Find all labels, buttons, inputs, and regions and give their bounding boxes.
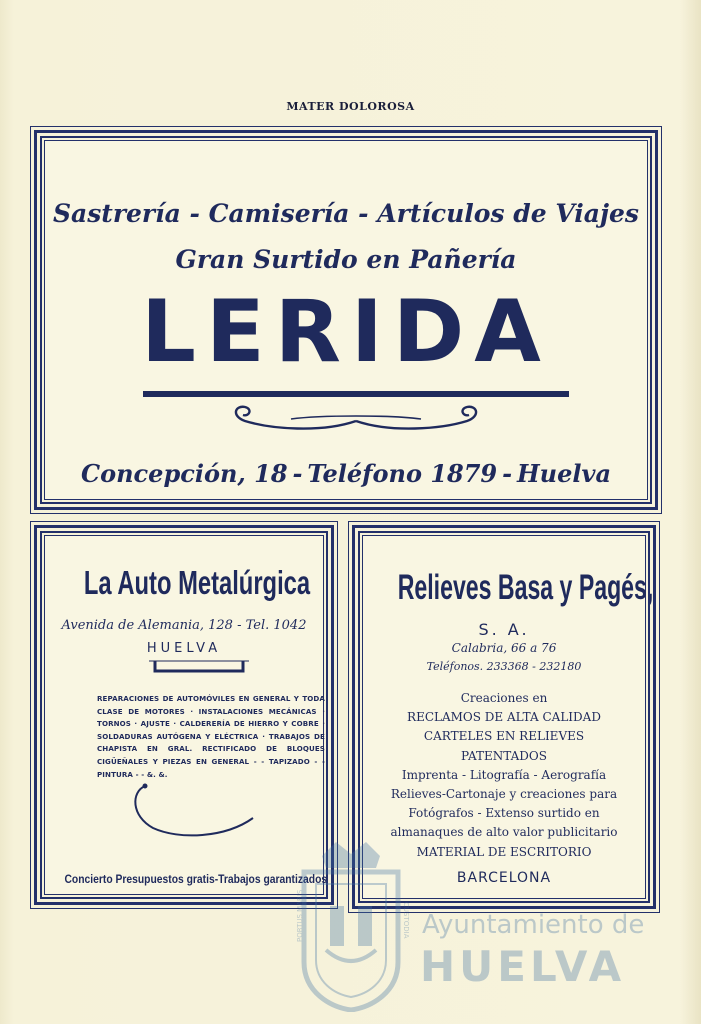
auto-brand-name: La Auto Metalúrgica <box>83 564 311 601</box>
relieves-address: Calabria, 66 a 76 <box>451 641 557 655</box>
lerida-separator: - <box>292 459 303 488</box>
ad-lerida <box>34 130 658 510</box>
relieves-body-line: Fotógrafos - Extenso surtido en <box>408 806 600 821</box>
relieves-body-line: CARTELES EN RELIEVES <box>423 729 585 744</box>
relieves-body-line: Creaciones en <box>460 691 548 705</box>
swoosh-ornament-icon <box>129 782 259 842</box>
ad-auto-panel <box>44 535 328 895</box>
page-header-title: MATER DOLOROSA <box>286 100 415 113</box>
flourish-ornament-icon <box>231 399 481 433</box>
lerida-assortment-line: Gran Surtido en Pañería <box>175 245 517 274</box>
lerida-phone: Teléfono 1879 <box>307 459 498 488</box>
auto-address: Avenida de Alemania, 128 - Tel. 1042 <box>61 618 307 633</box>
city-seal-icon <box>292 842 410 1012</box>
watermark-line-1: Ayuntamiento de <box>422 910 645 940</box>
auto-city: HUELVA <box>146 641 222 656</box>
relieves-body-line: RECLAMOS DE ALTA CALIDAD <box>407 710 601 725</box>
lerida-address: Concepción, 18 <box>81 459 288 488</box>
lerida-contact-line <box>81 459 611 488</box>
lerida-underline-rule <box>143 391 569 397</box>
relieves-brand-name: Relieves Basa y Pagés, <box>397 568 654 607</box>
bracket-ornament-icon <box>149 659 249 675</box>
relieves-phones: Teléfonos. 233368 - 232180 <box>426 660 582 673</box>
relieves-body-line: Imprenta - Litografía - Aerografía <box>401 767 607 782</box>
seal-left-text: PORTUS MARIS <box>296 889 304 942</box>
watermark-line-2: HUELVA <box>420 942 626 991</box>
watermark-ayuntamiento-huelva <box>292 822 672 1022</box>
lerida-separator: - <box>502 459 513 488</box>
auto-footer-note: Concierto Presupuestos gratis-Trabajos garantizados <box>64 872 328 886</box>
lerida-city: Huelva <box>516 459 611 488</box>
relieves-body-line: almanaques de alto valor publicitario <box>390 825 618 840</box>
relieves-company-type: S. A. <box>478 620 530 639</box>
relieves-city: BARCELONA <box>456 870 552 886</box>
lerida-services-line: Sastrería - Camisería - Artículos de Viajes <box>52 199 639 228</box>
seal-right-text: CUSTODIA <box>402 902 410 939</box>
ad-lerida-panel <box>44 140 648 500</box>
relieves-body-line: Relieves-Cartonaje y creaciones para <box>390 787 618 802</box>
relieves-body-line: MATERIAL DE ESCRITORIO <box>416 844 592 859</box>
auto-services-list: REPARACIONES DE AUTOMÓVILES EN GENERAL Y TODA CLASE DE MOTORES · INSTALACIONES MECÁNICAS · TORNOS · AJUSTE · CALDERERÍA DE HIERRO Y COBRE · SOLDADURAS AUTÓGENA Y ELÉCTRICA · TRABAJOS DE CHAPISTA EN GRAL. RECTIFICADO DE BLOQUES CIGÜEÑALES Y PIEZAS EN GENERAL - - TAPIZADO - - PINTURA - - &. &. <box>97 694 325 779</box>
lerida-brand-name: LERIDA <box>141 282 551 382</box>
relieves-body-line: PATENTADOS <box>461 748 547 763</box>
ad-auto-metalurgica <box>34 525 334 905</box>
